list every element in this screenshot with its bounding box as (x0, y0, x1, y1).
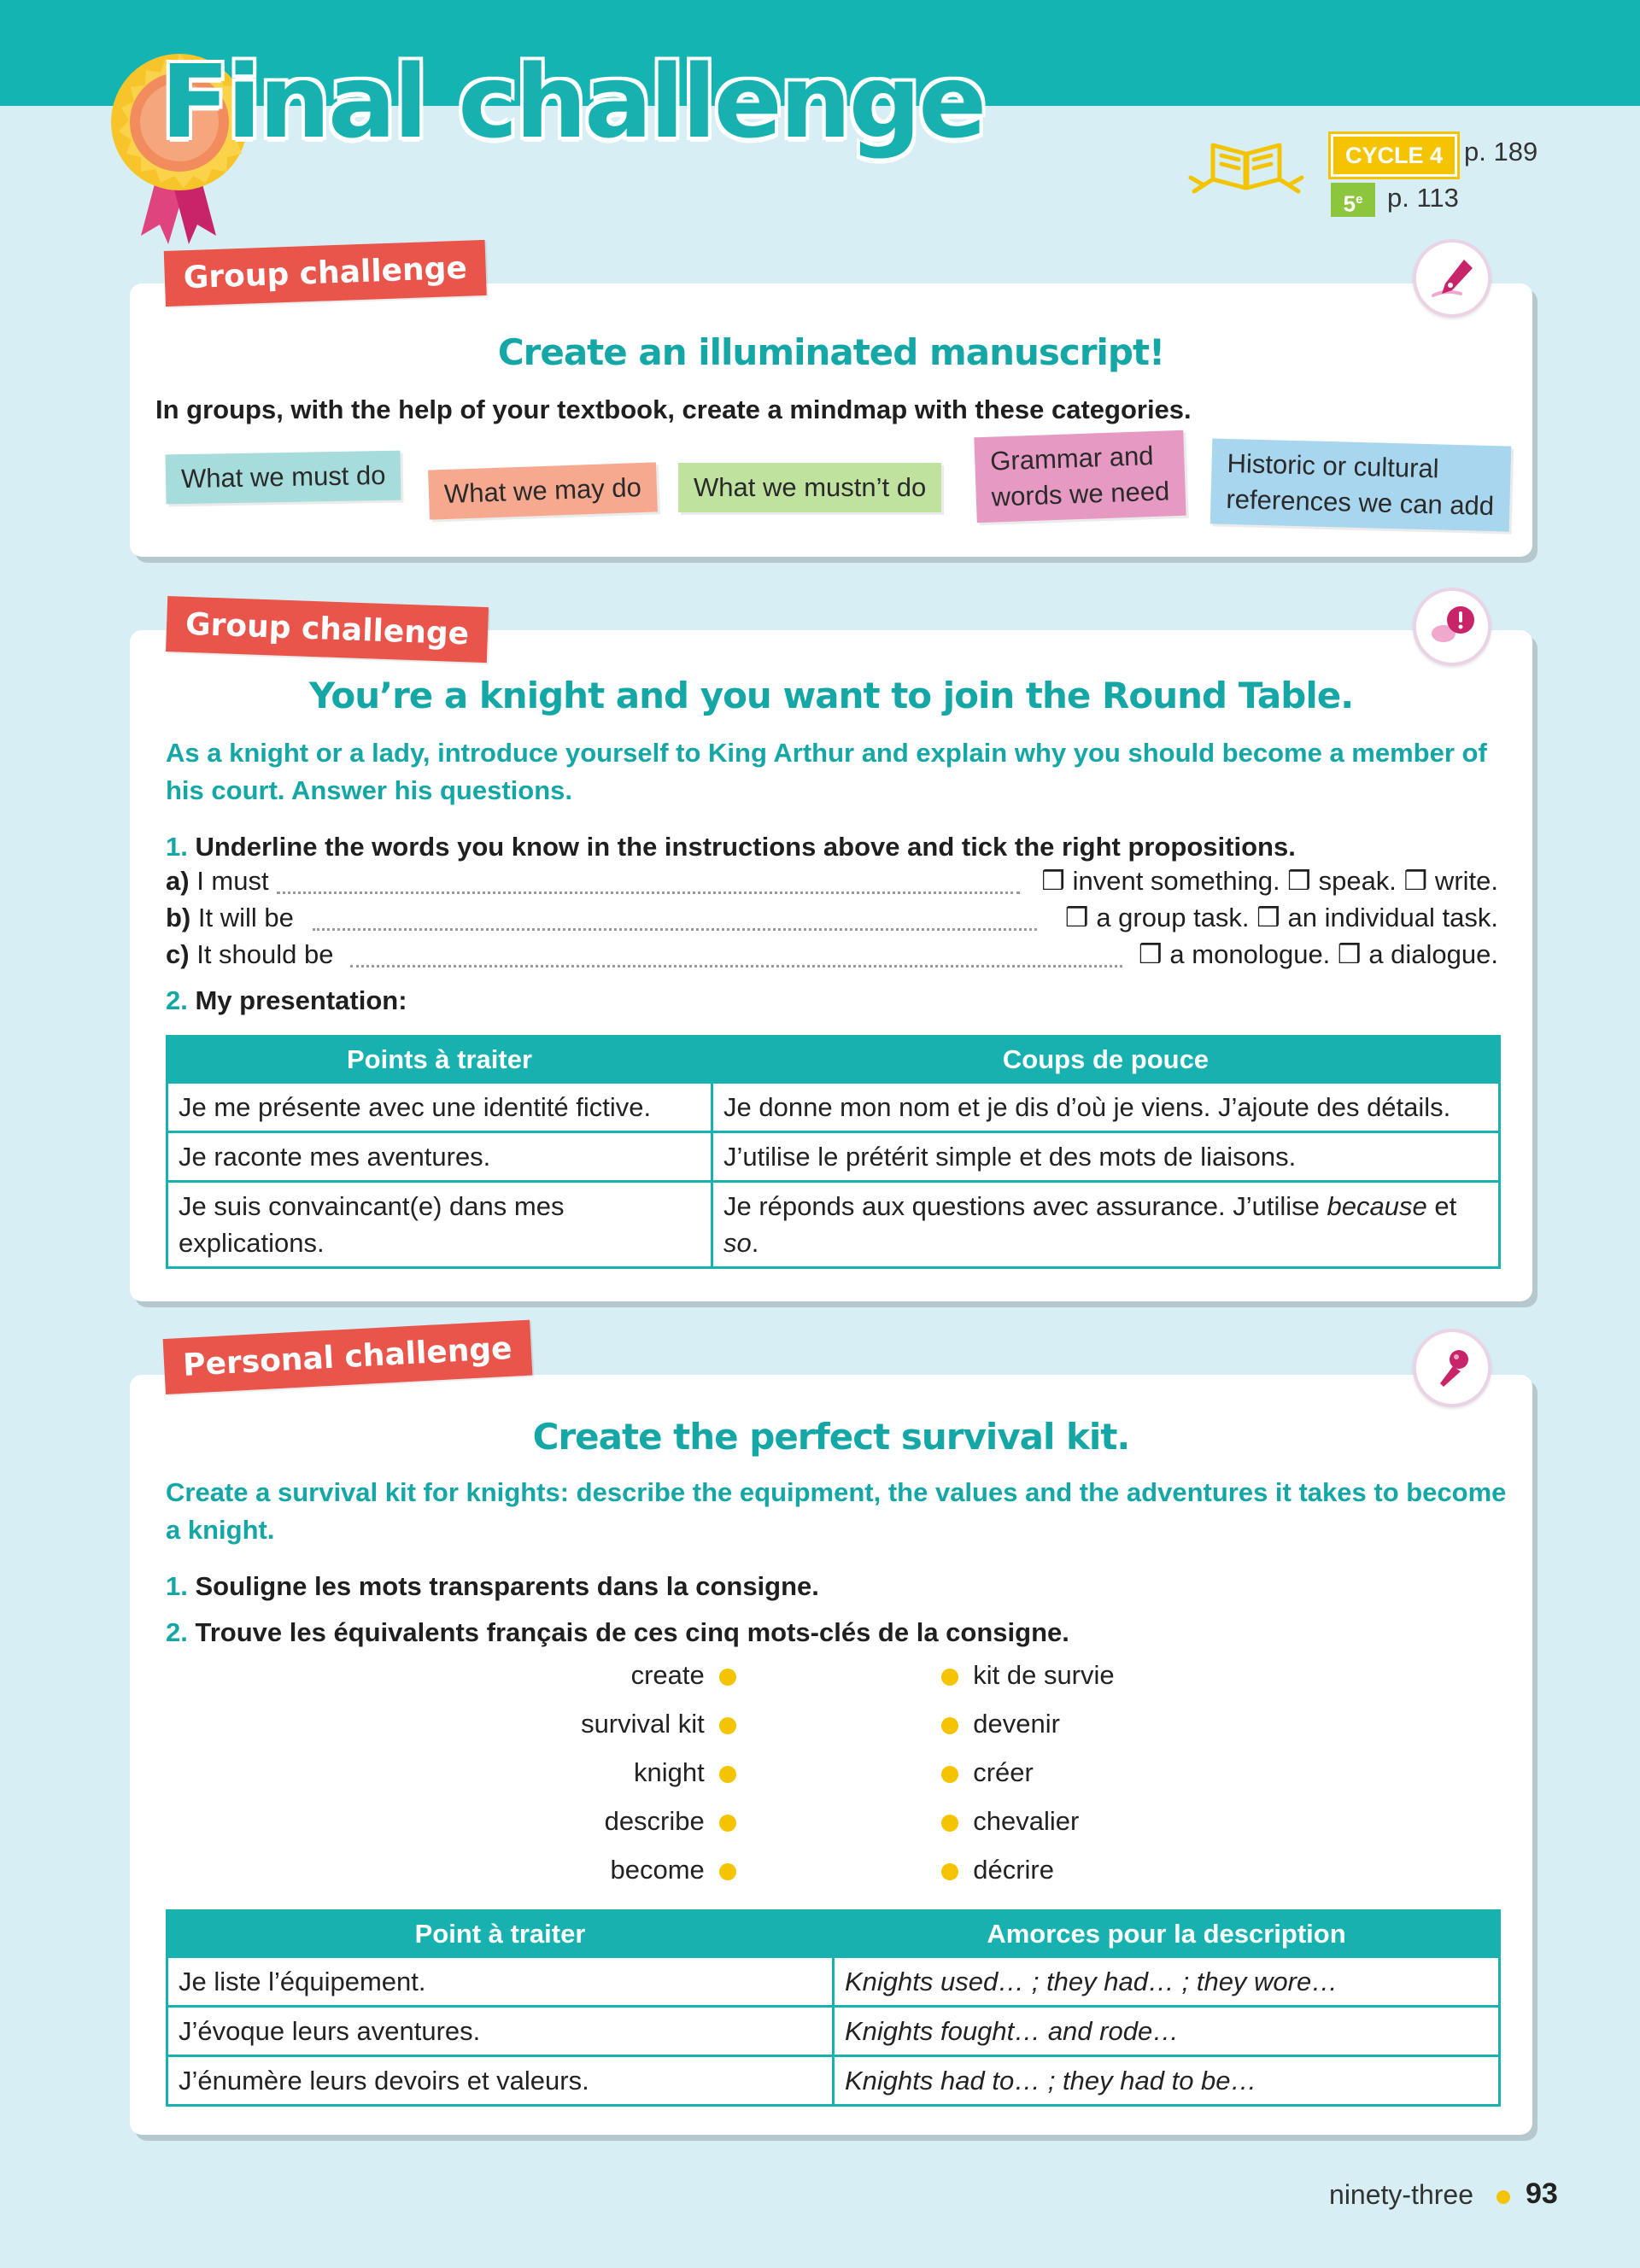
table-cell: Knights had to… ; they had to be… (834, 2056, 1500, 2106)
proposition-letter: a) (166, 866, 190, 896)
cell-text: . (751, 1228, 759, 1258)
question-1 (166, 1571, 819, 1602)
match-word: créer (973, 1757, 1034, 1787)
question-number: 2. (166, 985, 188, 1015)
category-label: references we can add (1226, 483, 1495, 522)
match-item[interactable] (581, 1709, 736, 1739)
cycle-page-ref: p. 189 (1464, 137, 1538, 167)
table-row (167, 1182, 1500, 1268)
table-cell: J’énumère leurs devoirs et valeurs. (167, 2056, 834, 2106)
section-survival-kit-card (130, 1330, 1532, 2135)
level-badge-sup: e (1356, 192, 1363, 207)
cell-italic: so (723, 1228, 752, 1258)
match-item[interactable] (941, 1806, 1079, 1837)
table-cell (712, 1182, 1500, 1268)
match-right-column (941, 1660, 1368, 1908)
proposition-label (166, 866, 276, 897)
category-label: What we must do (180, 459, 386, 494)
section-intro: In groups, with the help of your textbook, create a mindmap with these categories. (155, 395, 1192, 424)
match-item[interactable] (631, 1660, 736, 1691)
proposition-label (166, 903, 301, 933)
match-dot[interactable] (941, 1863, 958, 1880)
table-cell: Je suis convaincant(e) dans mes explications. (167, 1182, 712, 1268)
table-header-row (167, 1037, 1500, 1083)
question-number: 1. (166, 1571, 188, 1601)
match-dot[interactable] (719, 1863, 736, 1880)
match-word: knight (634, 1757, 705, 1787)
microphone-icon (1413, 1329, 1491, 1407)
proposition-row (166, 939, 1498, 975)
answer-dotted-line[interactable] (313, 928, 1037, 931)
pen-nib-icon (1413, 239, 1491, 318)
category-label: Grammar and (989, 440, 1155, 476)
table-row (167, 1957, 1500, 2007)
proposition-text: It will be (197, 903, 294, 932)
table-cell: Je raconte mes aventures. (167, 1132, 712, 1182)
match-item[interactable] (941, 1757, 1034, 1788)
cell-text: Je réponds aux questions avec assurance. J’utilise (723, 1191, 1327, 1221)
page-number-word: ninety-three (1329, 2179, 1473, 2210)
section-instruction: Create a survival kit for knights: describe the equipment, the values and the adventures it takes to become a knight. (166, 1477, 1507, 1545)
question-text: Souligne les mots transparents dans la consigne. (195, 1571, 819, 1601)
table-header: Amorces pour la description (834, 1911, 1500, 1957)
match-item[interactable] (634, 1757, 736, 1788)
match-item[interactable] (605, 1806, 736, 1837)
category-label: What we mustn’t do (694, 472, 927, 502)
presentation-table (166, 1035, 1501, 1269)
category-sticker (166, 451, 401, 505)
cell-italic: because (1327, 1191, 1427, 1221)
table-header: Point à traiter (167, 1911, 834, 1957)
proposition-row (166, 903, 1498, 938)
match-word: describe (604, 1806, 705, 1836)
match-word: devenir (973, 1709, 1060, 1739)
table-cell: J’évoque leurs aventures. (167, 2007, 834, 2056)
answer-dotted-line[interactable] (350, 965, 1122, 967)
section-round-table-card (130, 606, 1532, 1301)
table-cell: Je donne mon nom et je dis d’où je viens. J’ajoute des détails. (712, 1083, 1500, 1132)
page-title: Final challenge (161, 43, 985, 161)
match-left-column (130, 1660, 736, 1908)
question-2 (166, 1617, 1069, 1648)
table-cell: J’utilise le prétérit simple et des mots de liaisons. (712, 1132, 1500, 1182)
match-item[interactable] (610, 1855, 736, 1885)
table-cell: Knights fought… and rode… (834, 2007, 1500, 2056)
match-dot[interactable] (941, 1815, 958, 1832)
cell-text: et (1426, 1191, 1457, 1221)
table-header: Points à traiter (167, 1037, 712, 1083)
proposition-row (166, 866, 1498, 902)
speech-exclamation-icon (1413, 587, 1491, 666)
category-label: Historic or cultural (1227, 447, 1440, 484)
match-word: survival kit (581, 1709, 705, 1739)
section-manuscript-card (130, 250, 1532, 557)
match-word: chevalier (973, 1806, 1080, 1836)
match-dot[interactable] (719, 1815, 736, 1832)
description-table (166, 1909, 1501, 2107)
category-label: words we need (991, 476, 1170, 512)
table-row (167, 2056, 1500, 2106)
match-dot[interactable] (719, 1766, 736, 1783)
question-number: 2. (166, 1617, 188, 1647)
question-1 (166, 832, 1296, 862)
table-row (167, 1132, 1500, 1182)
category-sticker (974, 430, 1186, 523)
section-heading: You’re a knight and you want to join the Round Table. (308, 675, 1354, 716)
section-heading: Create an illuminated manuscript! (497, 331, 1165, 373)
proposition-letter: b) (166, 903, 191, 932)
reading-book-icon (1187, 135, 1307, 203)
question-number: 1. (166, 832, 188, 862)
section-heading: Create the perfect survival kit. (532, 1416, 1130, 1458)
table-cell: Knights used… ; they had… ; they wore… (834, 1957, 1500, 2007)
question-text: Trouve les équivalents français de ces cinq mots-clés de la consigne. (195, 1617, 1069, 1647)
level-badge-main: 5 (1343, 190, 1356, 217)
table-header: Coups de pouce (712, 1037, 1500, 1083)
group-challenge-tag: Group challenge (166, 596, 489, 663)
proposition-text: It should be (196, 939, 334, 969)
page-number: 93 (1526, 2177, 1558, 2210)
proposition-letter: c) (166, 939, 190, 969)
category-label: What we may do (443, 471, 642, 510)
question-text: My presentation: (195, 985, 407, 1015)
table-cell: Je me présente avec une identité fictive. (167, 1083, 712, 1132)
match-dot[interactable] (719, 1669, 736, 1686)
question-2 (166, 985, 407, 1016)
category-sticker (1210, 438, 1511, 531)
category-sticker (428, 462, 658, 519)
table-row (167, 2007, 1500, 2056)
level-page-ref: p. 113 (1387, 183, 1459, 213)
cycle-badge: CYCLE 4 (1331, 134, 1457, 177)
match-word: become (610, 1855, 705, 1885)
match-dot[interactable] (941, 1717, 958, 1734)
proposition-options[interactable]: ❒ invent something. ❒ speak. ❒ write. (1034, 866, 1498, 897)
question-text: Underline the words you know in the instructions above and tick the right propositions. (195, 832, 1296, 862)
category-sticker (678, 463, 941, 512)
proposition-options[interactable]: ❒ a group task. ❒ an individual task. (1058, 903, 1498, 933)
answer-dotted-line[interactable] (277, 891, 1020, 894)
match-word: décrire (973, 1855, 1054, 1885)
match-item[interactable] (941, 1709, 1060, 1739)
match-word: create (630, 1660, 705, 1690)
match-dot[interactable] (941, 1766, 958, 1783)
proposition-text: I must (196, 866, 269, 896)
proposition-options[interactable]: ❒ a monologue. ❒ a dialogue. (1132, 939, 1498, 970)
section-instruction: As a knight or a lady, introduce yourself to King Arthur and explain why you should become a member of his court. Answer his questions. (166, 738, 1487, 805)
match-item[interactable] (941, 1660, 1115, 1691)
personal-challenge-tag: Personal challenge (163, 1320, 533, 1394)
level-badge (1331, 183, 1375, 217)
table-cell: Je liste l’équipement. (167, 1957, 834, 2007)
group-challenge-tag: Group challenge (164, 240, 487, 307)
match-dot[interactable] (941, 1669, 958, 1686)
table-row (167, 1083, 1500, 1132)
match-item[interactable] (941, 1855, 1054, 1885)
proposition-label (166, 939, 341, 970)
match-word: kit de survie (973, 1660, 1115, 1690)
footer-dot (1496, 2190, 1510, 2204)
match-dot[interactable] (719, 1717, 736, 1734)
table-header-row (167, 1911, 1500, 1957)
